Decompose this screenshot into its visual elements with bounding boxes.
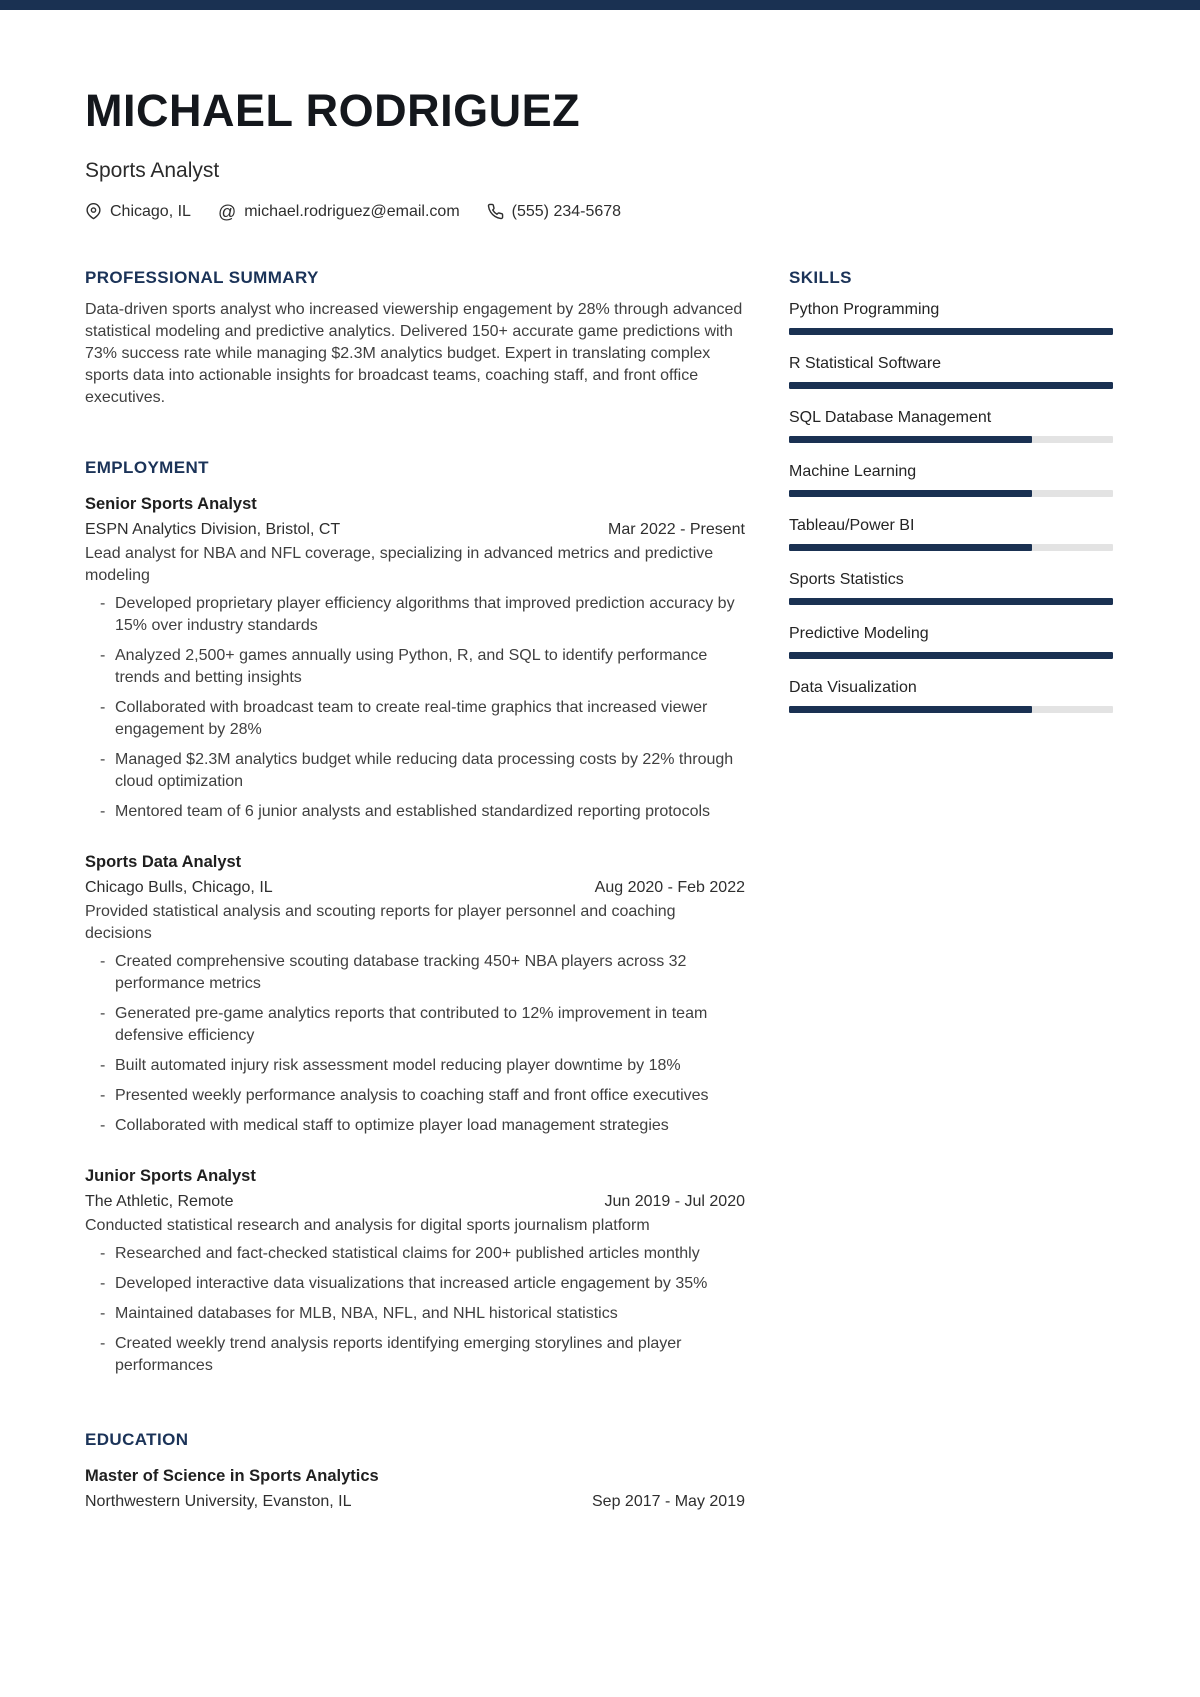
- job-bullet: - Presented weekly performance analysis to coaching staff and front office executives: [85, 1085, 745, 1107]
- email-at-icon: @: [217, 201, 237, 222]
- section-education: [85, 1429, 745, 1513]
- skill-bar-fill: [789, 598, 1113, 605]
- job-entry: [85, 851, 745, 1137]
- main-column: [85, 267, 745, 1513]
- job-bullet: - Analyzed 2,500+ games annually using Python, R, and SQL to identify performance trends and betting insights: [85, 645, 745, 689]
- job-role: Sports Data Analyst: [85, 852, 242, 871]
- skill-bar-track: [789, 436, 1113, 443]
- skill-bar-track: [789, 544, 1113, 551]
- phone-text: (555) 234-5678: [511, 202, 622, 220]
- section-employment: [85, 457, 745, 1377]
- candidate-title: Sports Analyst: [85, 158, 220, 182]
- job-bullet: - Managed $2.3M analytics budget while reducing data processing costs by 22% through cloud optimization: [85, 749, 745, 793]
- skill-label: SQL Database Management: [789, 408, 992, 426]
- education-degree: Master of Science in Sports Analytics: [85, 1466, 379, 1485]
- skill-item: [789, 677, 1113, 713]
- skill-bar-fill: [789, 544, 1032, 551]
- skill-label: Predictive Modeling: [789, 624, 929, 642]
- job-bullet: - Mentored team of 6 junior analysts and established standardized reporting protocols: [85, 801, 745, 823]
- summary-text: Data-driven sports analyst who increased viewership engagement by 28% through advanced statistical modeling and predictive analytics. Delivered 150+ accurate game predictions with 73% success rate while managing $2.3M analytics budget. Expert in translating complex sports data into actionable insights for broadcast teams, coaching staff, and front office executives.: [85, 300, 743, 406]
- skill-item: [789, 299, 1113, 335]
- job-dates: Mar 2022 - Present: [608, 520, 745, 538]
- phone-icon: [487, 203, 504, 220]
- job-bullet-list: [85, 951, 745, 1137]
- contact-row: [85, 203, 1114, 221]
- job-bullet: - Researched and fact-checked statistical claims for 200+ published articles monthly: [85, 1243, 745, 1265]
- skill-bar-fill: [789, 436, 1032, 443]
- job-entry: [85, 493, 745, 823]
- skill-item: [789, 623, 1113, 659]
- section-professional-summary: [85, 267, 745, 409]
- contact-phone: [487, 203, 621, 221]
- skill-label: Data Visualization: [789, 678, 917, 696]
- skill-bar-track: [789, 328, 1113, 335]
- job-role: Senior Sports Analyst: [85, 494, 257, 513]
- education-school: Northwestern University, Evanston, IL: [85, 1492, 352, 1510]
- skill-bar-track: [789, 598, 1113, 605]
- skill-item: [789, 353, 1113, 389]
- job-dates: Aug 2020 - Feb 2022: [594, 878, 745, 896]
- skill-label: R Statistical Software: [789, 354, 942, 372]
- job-bullet: - Generated pre-game analytics reports that contributed to 12% improvement in team defensive efficiency: [85, 1003, 745, 1047]
- skill-bar-fill: [789, 490, 1032, 497]
- skills-heading: SKILLS: [789, 267, 852, 287]
- job-bullet: - Maintained databases for MLB, NBA, NFL, and NHL historical statistics: [85, 1303, 745, 1325]
- skill-label: Machine Learning: [789, 462, 917, 480]
- skill-label: Python Programming: [789, 300, 940, 318]
- location-text: Chicago, IL: [110, 202, 191, 220]
- summary-heading: PROFESSIONAL SUMMARY: [85, 267, 319, 287]
- candidate-name: MICHAEL RODRIGUEZ: [85, 85, 581, 136]
- skill-bar-fill: [789, 652, 1113, 659]
- resume-header: [85, 10, 1114, 221]
- location-pin-icon: [85, 203, 102, 220]
- skill-bar-fill: [789, 706, 1032, 713]
- contact-location: [85, 203, 191, 221]
- job-dates: Jun 2019 - Jul 2020: [604, 1192, 745, 1210]
- education-heading: EDUCATION: [85, 1429, 189, 1449]
- job-description: Provided statistical analysis and scouting reports for player personnel and coaching decisions: [85, 902, 676, 942]
- job-bullet: - Created weekly trend analysis reports identifying emerging storylines and player performances: [85, 1333, 745, 1377]
- employment-heading: EMPLOYMENT: [85, 457, 209, 477]
- job-bullet: - Collaborated with broadcast team to create real-time graphics that increased viewer engagement by 28%: [85, 697, 745, 741]
- job-company: ESPN Analytics Division, Bristol, CT: [85, 520, 341, 538]
- job-bullet: - Created comprehensive scouting database tracking 450+ NBA players across 32 performance metrics: [85, 951, 745, 995]
- skill-bar-track: [789, 382, 1113, 389]
- job-bullet: - Developed proprietary player efficiency algorithms that improved prediction accuracy by 15% over industry standards: [85, 593, 745, 637]
- skill-item: [789, 461, 1113, 497]
- job-description: Lead analyst for NBA and NFL coverage, specializing in advanced metrics and predictive modeling: [85, 544, 714, 584]
- job-bullet: - Collaborated with medical staff to optimize player load management strategies: [85, 1115, 745, 1137]
- skill-item: [789, 515, 1113, 551]
- skill-bar-fill: [789, 328, 1113, 335]
- job-entry: [85, 1165, 745, 1377]
- top-accent-bar: [0, 0, 1200, 10]
- job-bullet-list: [85, 593, 745, 823]
- job-bullet: - Built automated injury risk assessment model reducing player downtime by 18%: [85, 1055, 745, 1077]
- job-company: The Athletic, Remote: [85, 1192, 234, 1210]
- skill-bar-track: [789, 490, 1113, 497]
- email-text: michael.rodriguez@email.com: [244, 202, 460, 220]
- skills-column: [789, 267, 1113, 1513]
- contact-email: [218, 203, 460, 221]
- skill-label: Sports Statistics: [789, 570, 904, 588]
- skill-bar-track: [789, 652, 1113, 659]
- skill-label: Tableau/Power BI: [789, 516, 915, 534]
- job-company: Chicago Bulls, Chicago, IL: [85, 878, 273, 896]
- job-role: Junior Sports Analyst: [85, 1166, 256, 1185]
- job-bullet: - Developed interactive data visualizations that increased article engagement by 35%: [85, 1273, 745, 1295]
- skill-item: [789, 569, 1113, 605]
- job-description: Conducted statistical research and analysis for digital sports journalism platform: [85, 1216, 650, 1234]
- job-bullet-list: [85, 1243, 745, 1377]
- education-dates: Sep 2017 - May 2019: [592, 1492, 745, 1510]
- skill-item: [789, 407, 1113, 443]
- skill-bar-fill: [789, 382, 1113, 389]
- skill-bar-track: [789, 706, 1113, 713]
